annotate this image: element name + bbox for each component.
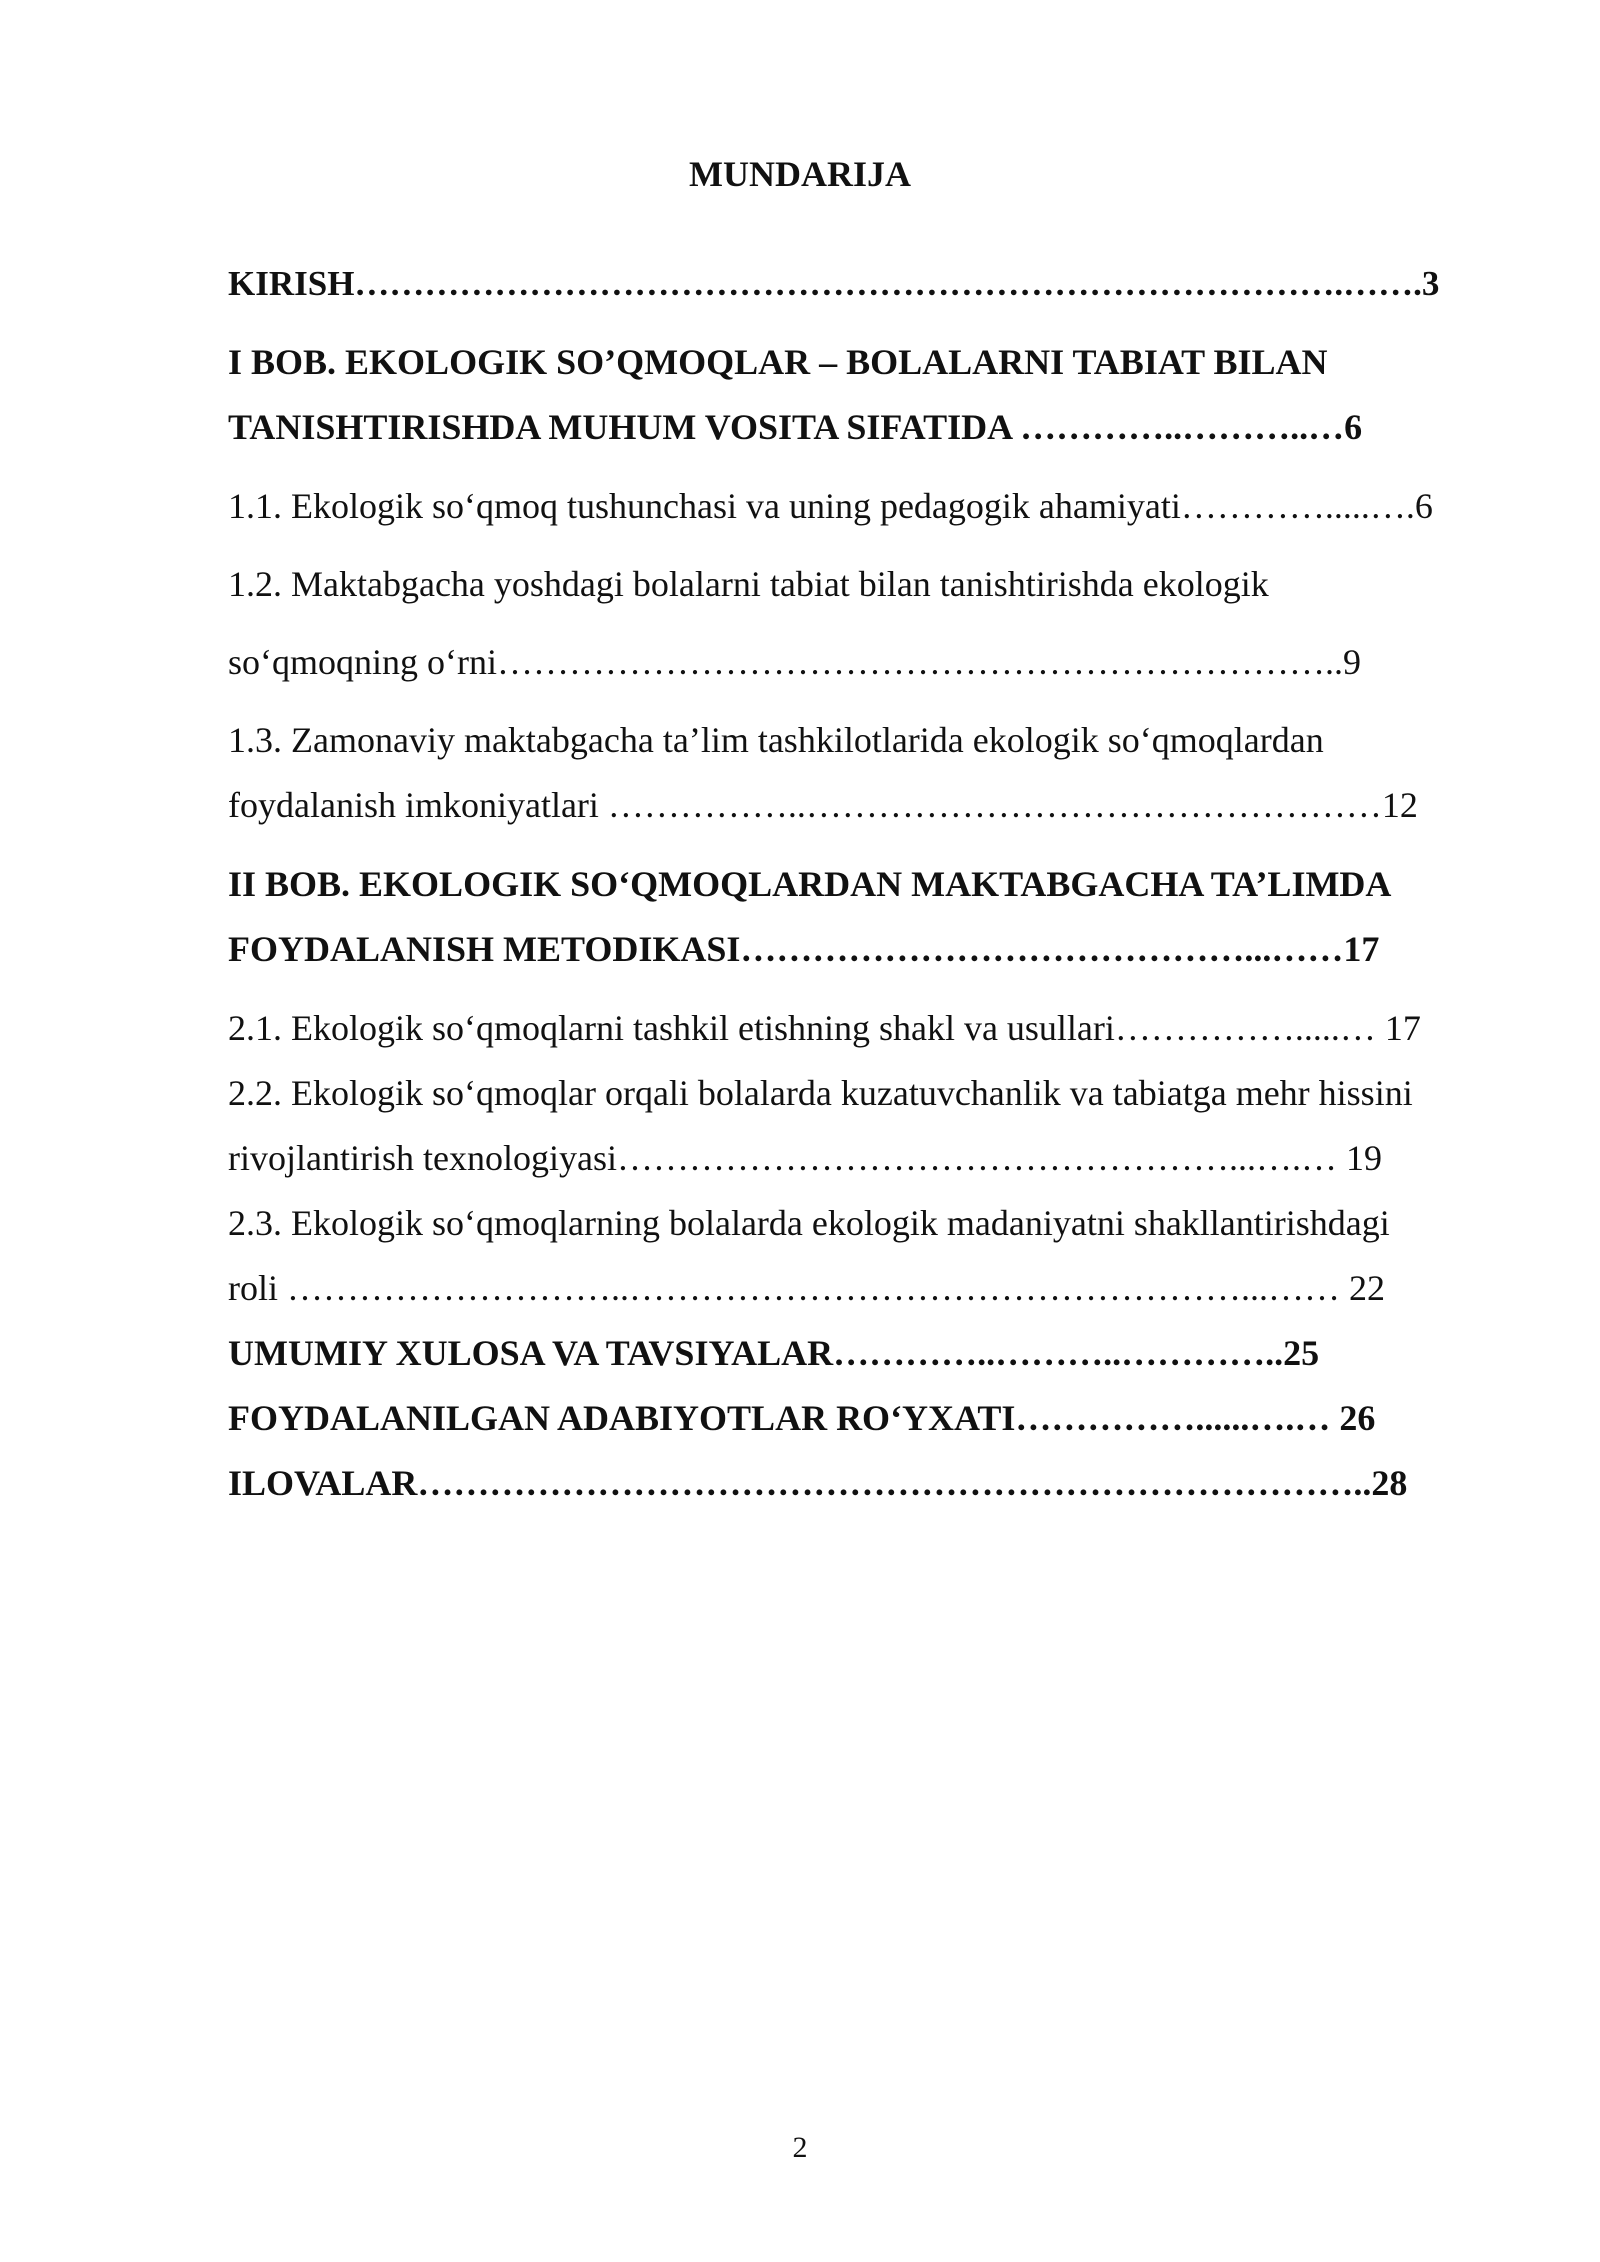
toc-section-1-2-line-1: 1.2. Maktabgacha yoshdagi bolalarni tabiat bilan tanishtirishda ekologik: [228, 564, 1269, 604]
toc-chapter-1-line-2: TANISHTIRISHDA MUHUM VOSITA SIFATIDA …………..………..…6: [228, 407, 1363, 447]
toc-section-1-1: 1.1. Ekologik so‘qmoq tushunchasi va uning pedagogik ahamiyati………….....….6: [228, 486, 1433, 526]
toc-section-1-3-line-2: foydalanish imkoniyatlari ……………..…………………………………………12: [228, 785, 1418, 825]
toc-entry-references: FOYDALANILGAN ADABIYOTLAR RO‘YXATI……………......….… 26: [228, 1398, 1376, 1438]
toc-section-2-3-line-1: 2.3. Ekologik so‘qmoqlarning bolalarda ekologik madaniyatni shakllantirishdagi: [228, 1203, 1390, 1243]
toc-section-1-2-line-2: so‘qmoqning o‘rni……………………………………………………………..9: [228, 642, 1361, 682]
toc-chapter-1-line-1: I BOB. EKOLOGIK SO’QMOQLAR – BOLALARNI TABIAT BILAN: [228, 342, 1328, 382]
toc-section-1-3-line-1: 1.3. Zamonaviy maktabgacha ta’lim tashkilotlarida ekologik so‘qmoqlardan: [228, 720, 1324, 760]
toc-section-2-3-line-2: roli ………………………..……………………………………………...…… 22: [228, 1268, 1385, 1308]
page-title: MUNDARIJA: [689, 154, 911, 194]
page-number: 2: [792, 2131, 808, 2164]
toc-entry-kirish: KIRISH………………………………………………………………………….…….3: [228, 264, 1440, 303]
toc-section-2-2-line-1: 2.2. Ekologik so‘qmoqlar orqali bolalarda kuzatuvchanlik va tabiatga mehr hissini: [228, 1073, 1413, 1113]
toc-entry-conclusion: UMUMIY XULOSA VA TAVSIYALAR…………..………..…………..25: [228, 1333, 1320, 1373]
toc-chapter-2-line-1: II BOB. EKOLOGIK SO‘QMOQLARDAN MAKTABGACHA TA’LIMDA: [228, 864, 1392, 904]
toc-chapter-2-line-2: FOYDALANISH METODIKASI……………………………………...……17: [228, 929, 1380, 969]
toc-section-2-1: 2.1. Ekologik so‘qmoqlarni tashkil etishning shakl va usullari…………….....… 17: [228, 1008, 1421, 1048]
toc-section-2-2-line-2: rivojlantirish texnologiyasi……………………………………………...….… 19: [228, 1138, 1382, 1178]
toc-entry-appendices: ILOVALAR……………………………………………………………………..28: [228, 1463, 1408, 1503]
